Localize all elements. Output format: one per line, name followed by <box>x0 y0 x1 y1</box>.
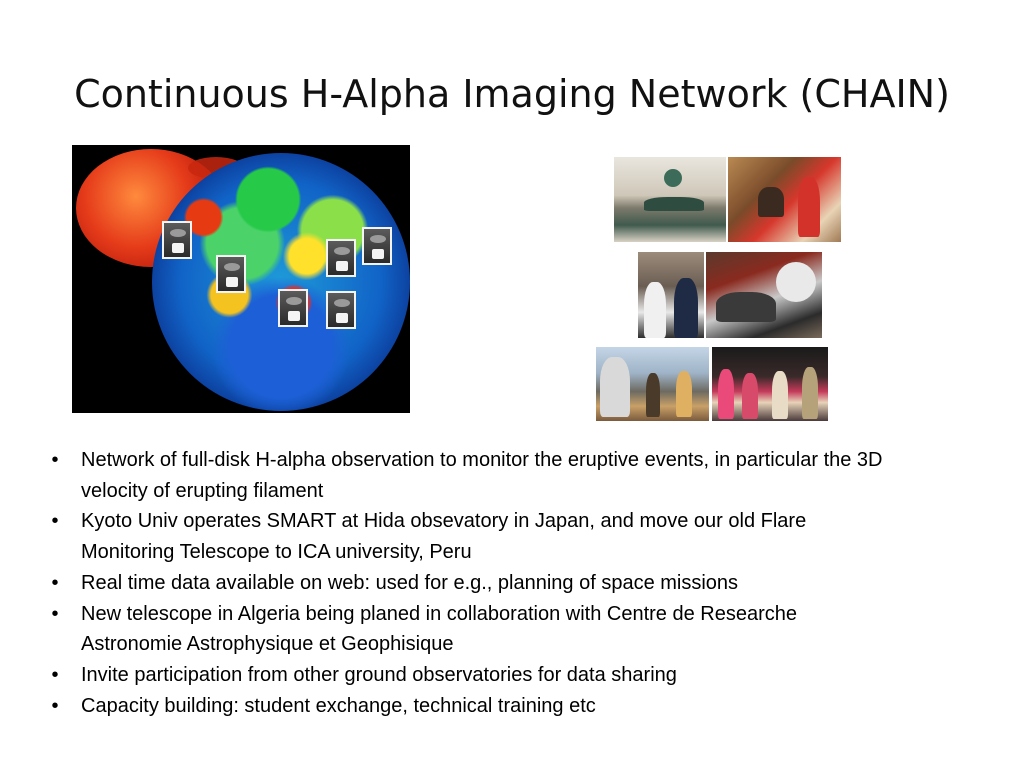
bullet-icon: • <box>51 602 59 625</box>
bullet-item <box>45 691 885 722</box>
bullet-item <box>45 660 885 691</box>
bullet-text: Capacity building: student exchange, technical training etc <box>81 694 596 717</box>
outdoor-group-photo <box>596 347 709 421</box>
observatory-site-marker <box>362 227 392 265</box>
earth-globe-image <box>152 153 410 411</box>
instrument-photo <box>706 252 822 338</box>
bullet-list <box>45 445 885 721</box>
bullet-text: Kyoto Univ operates SMART at Hida obsevatory in Japan, and move our old Flare Monitoring Telescope to ICA university, Peru <box>81 510 807 564</box>
slide-title: Continuous H-Alpha Imaging Network (CHAIN) <box>74 72 950 116</box>
telescope-photo <box>614 157 726 242</box>
bullet-item <box>45 568 885 599</box>
observatory-site-marker <box>162 221 192 259</box>
visitors-photo <box>638 252 704 338</box>
bullet-item <box>45 445 885 506</box>
bullet-item <box>45 599 885 660</box>
student-group-photo <box>712 347 828 421</box>
bullet-icon: • <box>51 571 59 594</box>
observatory-site-marker <box>326 239 356 277</box>
bullet-text: Invite participation from other ground observatories for data sharing <box>81 663 677 686</box>
lab-photo <box>728 157 841 242</box>
bullet-text: Network of full-disk H-alpha observation to monitor the eruptive events, in particular the 3D velocity of erupting filament <box>81 449 883 502</box>
observatory-site-marker <box>278 289 308 327</box>
globe-network-image <box>72 145 410 413</box>
bullet-text: Real time data available on web: used for e.g., planning of space missions <box>81 571 739 594</box>
bullet-icon: • <box>51 510 59 533</box>
observatory-site-marker <box>216 255 246 293</box>
bullet-item <box>45 506 885 567</box>
bullet-icon: • <box>51 663 59 686</box>
observatory-site-marker <box>326 291 356 329</box>
bullet-icon: • <box>51 694 59 717</box>
bullet-icon: • <box>51 449 59 471</box>
bullet-text: New telescope in Algeria being planed in collaboration with Centre de Researche Astronomie Astrophysique et Geophisique <box>81 602 797 656</box>
